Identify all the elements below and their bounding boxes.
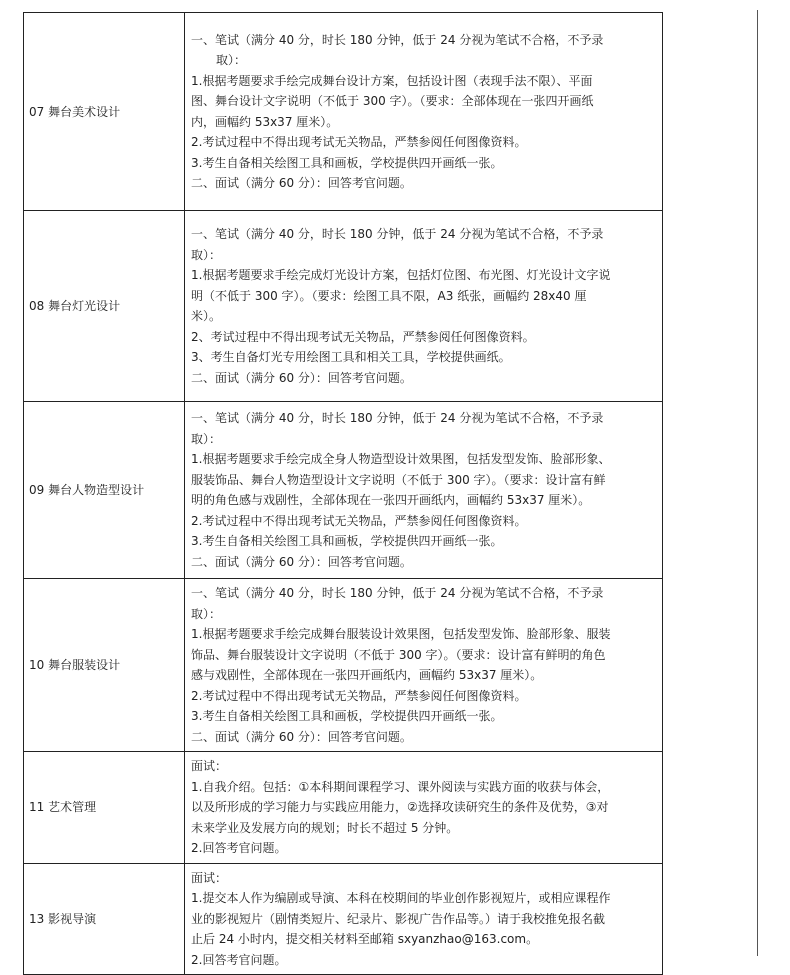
requirements-cell: [185, 579, 663, 752]
table-row: [24, 579, 663, 752]
exam-requirements-table: [23, 12, 663, 975]
requirement-line: 明（不低于 300 字）。（要求：绘图工具不限，A3 纸张，画幅约 28x40 厘: [191, 288, 587, 303]
requirement-line: 3.考生自备相关绘图工具和画板，学校提供四开画纸一张。: [191, 709, 503, 723]
requirement-line: 3、考生自备灯光专用绘图工具和相关工具，学校提供画纸。: [191, 350, 511, 364]
requirement-line: 1.根据考题要求手绘完成舞台设计方案，包括设计图（表现手法不限）、平面: [191, 73, 593, 88]
requirement-line: 一、笔试（满分 40 分，时长 180 分钟，低于 24 分视为笔试不合格，不予录: [191, 411, 604, 425]
requirement-line: 1.自我介绍。包括：①本科期间课程学习、课外阅读与实践方面的收获与体会，: [191, 779, 610, 794]
requirement-line: 2.考试过程中不得出现考试无关物品，严禁参阅任何图像资料。: [191, 135, 527, 149]
requirement-line: 二、面试（满分 60 分）：回答考官问题。: [191, 554, 412, 569]
requirements-cell: [185, 863, 663, 975]
requirement-line: 1.提交本人作为编剧或导演、本科在校期间的毕业创作影视短片，或相应课程作: [191, 891, 611, 905]
requirement-line: 2.考试过程中不得出现考试无关物品，严禁参阅任何图像资料。: [191, 688, 527, 703]
requirement-line: 取）：: [191, 431, 222, 446]
major-name-cell: 13 影视导演: [24, 863, 185, 975]
requirement-line: 一、笔试（满分 40 分，时长 180 分钟，低于 24 分视为笔试不合格，不予录: [191, 586, 604, 600]
requirements-cell: [185, 211, 663, 402]
requirement-line: 一、笔试（满分 40 分，时长 180 分钟，低于 24 分视为笔试不合格，不予录: [191, 32, 604, 47]
requirement-line: 服装饰品、舞台人物造型设计文字说明（不低于 300 字）。（要求：设计富有鲜: [191, 472, 606, 487]
requirement-line: 业的影视短片（剧情类短片、纪录片、影视广告作品等。）请于我校推免报名截: [191, 911, 606, 926]
requirement-line: 饰品、舞台服装设计文字说明（不低于 300 字）。（要求：设计富有鲜明的角色: [191, 647, 606, 662]
requirement-line: 二、面试（满分 60 分）：回答考官问题。: [191, 176, 412, 190]
requirement-line: 取）：: [216, 53, 247, 67]
requirements-cell: [185, 752, 663, 864]
requirement-line: 取）：: [191, 247, 222, 262]
requirement-line: 2.回答考官问题。: [191, 841, 287, 855]
requirement-line: 面试：: [191, 759, 228, 773]
requirements-cell: [185, 13, 663, 211]
table-row: [24, 863, 663, 975]
table-row: [24, 752, 663, 864]
requirement-line: 2.考试过程中不得出现考试无关物品，严禁参阅任何图像资料。: [191, 513, 527, 528]
requirement-line: 米）。: [191, 309, 222, 323]
requirement-line: 未来学业及发展方向的规划；时长不超过 5 分钟。: [191, 820, 459, 835]
requirement-line: 明的角色感与戏剧性，全部体现在一张四开画纸内，画幅约 53x37 厘米）。: [191, 493, 591, 507]
requirement-line: 3.考生自备相关绘图工具和画板，学校提供四开画纸一张。: [191, 534, 503, 548]
requirement-line: 面试：: [191, 870, 228, 885]
requirements-cell: [185, 402, 663, 579]
requirement-line: 一、笔试（满分 40 分，时长 180 分钟，低于 24 分视为笔试不合格，不予录: [191, 227, 604, 241]
requirement-line: 1.根据考题要求手绘完成舞台服装设计效果图，包括发型发饰、脸部形象、服装: [191, 627, 611, 641]
requirement-line: 内，画幅约 53x37 厘米）。: [191, 114, 339, 129]
requirement-line: 2.回答考官问题。: [191, 952, 287, 967]
requirement-line: 2、考试过程中不得出现考试无关物品，严禁参阅任何图像资料。: [191, 329, 535, 344]
table-row: [24, 402, 663, 579]
requirement-line: 二、面试（满分 60 分）：回答考官问题。: [191, 729, 412, 744]
requirement-line: 以及所形成的学习能力与实践应用能力，②选择攻读研究生的条件及优势，③对: [191, 800, 609, 814]
requirement-line: 3.考生自备相关绘图工具和画板，学校提供四开画纸一张。: [191, 155, 503, 170]
requirement-line: 1.根据考题要求手绘完成全身人物造型设计效果图，包括发型发饰、脸部形象、: [191, 452, 611, 466]
requirement-line: 二、面试（满分 60 分）：回答考官问题。: [191, 370, 412, 385]
table-row: [24, 211, 663, 402]
major-name-cell: 10 舞台服装设计: [24, 579, 185, 752]
major-name-cell: 09 舞台人物造型设计: [24, 402, 185, 579]
requirement-line: 止后 24 小时内，提交相关材料至邮箱 sxyanzhao@163.com。: [191, 932, 539, 946]
requirement-line: 1.根据考题要求手绘完成灯光设计方案，包括灯位图、布光图、灯光设计文字说: [191, 268, 611, 282]
major-name-cell: 11 艺术管理: [24, 752, 185, 864]
page-right-rule: [757, 10, 758, 956]
requirement-line: 图、舞台设计文字说明（不低于 300 字）。（要求：全部体现在一张四开画纸: [191, 94, 594, 108]
major-name-cell: 07 舞台美术设计: [24, 13, 185, 211]
major-name-cell: 08 舞台灯光设计: [24, 211, 185, 402]
table-row: [24, 13, 663, 211]
requirement-line: 取）：: [191, 606, 222, 621]
requirement-line: 感与戏剧性，全部体现在一张四开画纸内，画幅约 53x37 厘米）。: [191, 668, 543, 682]
